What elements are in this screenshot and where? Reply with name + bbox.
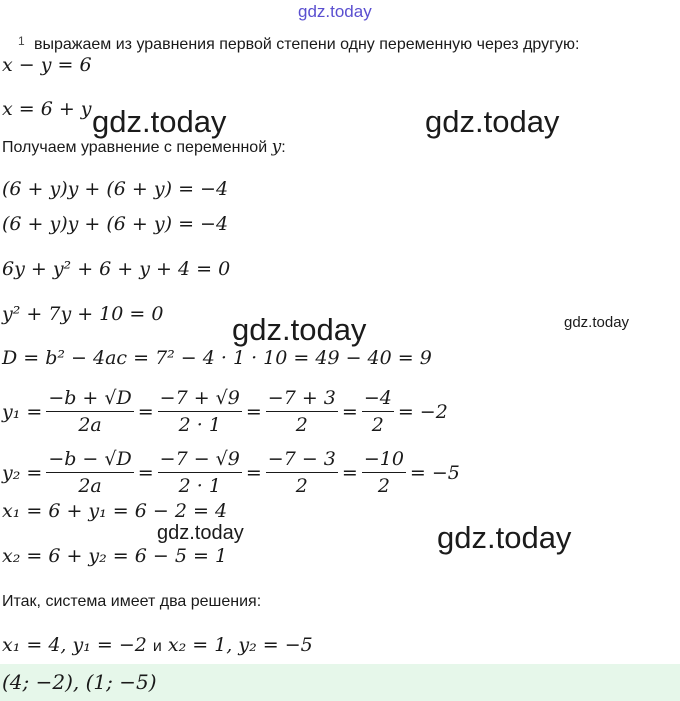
y2-fraction-simplified: $\frac{-7 - 3}{2}$ bbox=[267, 448, 336, 497]
y2-eq-sign-2: = bbox=[245, 461, 262, 484]
equation-x2: x₂ = 6 + y₂ = 6 − 5 = 1 bbox=[2, 545, 228, 567]
equation-expanded: 6y + y² + 6 + y + 4 = 0 bbox=[2, 258, 231, 280]
y2-fraction-general: $\frac{-b - √D}{2a}$ bbox=[48, 448, 132, 497]
y2-lhs: y₂ = bbox=[2, 461, 43, 484]
conclusion-text: Итак, система имеет два решения: bbox=[2, 593, 262, 610]
equation-x-minus-y: x − y = 6 bbox=[2, 54, 92, 76]
y2-fraction-final: $\frac{-10}{2}$ bbox=[363, 448, 404, 497]
y1-eq-sign-2: = bbox=[245, 400, 262, 423]
y2-eq-sign-3: = bbox=[341, 461, 358, 484]
watermark: gdz.today bbox=[437, 520, 572, 555]
substitution-caption-text: Получаем уравнение с переменной bbox=[2, 139, 268, 156]
equation-substituted-1: (6 + y)y + (6 + y) = −4 bbox=[2, 178, 229, 200]
watermark: gdz.today bbox=[232, 312, 367, 347]
solutions-line bbox=[2, 634, 313, 656]
equation-x1: x₁ = 6 + y₁ = 6 − 2 = 4 bbox=[2, 500, 228, 522]
watermark: gdz.today bbox=[425, 104, 560, 139]
equation-substituted-2: (6 + y)y + (6 + y) = −4 bbox=[2, 213, 229, 235]
solutions-first: x₁ = 4, y₁ = −2 bbox=[2, 634, 147, 656]
y1-fraction-final: $\frac{-4}{2}$ bbox=[363, 387, 392, 436]
watermark: gdz.today bbox=[92, 104, 227, 139]
step-number: 1 bbox=[18, 34, 25, 48]
intro-text: выражаем из уравнения первой степени одну переменную через другую: bbox=[34, 36, 580, 53]
solutions-conjunction: и bbox=[152, 638, 162, 655]
y1-eq-sign-3: = bbox=[341, 400, 358, 423]
watermark: gdz.today bbox=[157, 522, 244, 544]
y2-fraction-values: $\frac{-7 - √9}{2 \cdot 1}$ bbox=[159, 448, 240, 497]
root-y1-formula bbox=[2, 387, 448, 436]
answer-text: (4; −2), (1; −5) bbox=[2, 670, 157, 694]
equation-quadratic: y² + 7y + 10 = 0 bbox=[2, 303, 164, 325]
y1-fraction-simplified: $\frac{-7 + 3}{2}$ bbox=[267, 387, 336, 436]
y1-eq-sign-1: = bbox=[137, 400, 154, 423]
solutions-second: x₂ = 1, y₂ = −5 bbox=[167, 634, 313, 656]
substitution-variable: y bbox=[271, 137, 282, 157]
header-watermark: gdz.today bbox=[298, 2, 372, 21]
substitution-colon: : bbox=[281, 139, 286, 156]
y1-result: = −2 bbox=[397, 400, 448, 423]
y2-result: = −5 bbox=[409, 461, 460, 484]
y1-fraction-values: $\frac{-7 + √9}{2 \cdot 1}$ bbox=[159, 387, 240, 436]
y2-eq-sign-1: = bbox=[137, 461, 154, 484]
root-y2-formula bbox=[2, 448, 460, 497]
equation-discriminant: D = b² − 4ac = 7² − 4 · 1 · 10 = 49 − 40 = 9 bbox=[2, 347, 432, 369]
answer-box bbox=[0, 664, 680, 701]
y1-lhs: y₁ = bbox=[2, 400, 43, 423]
watermark: gdz.today bbox=[564, 314, 630, 331]
substitution-caption bbox=[2, 137, 286, 157]
y1-fraction-general: $\frac{-b + √D}{2a}$ bbox=[48, 387, 132, 436]
equation-x-expressed: x = 6 + y bbox=[2, 98, 92, 120]
